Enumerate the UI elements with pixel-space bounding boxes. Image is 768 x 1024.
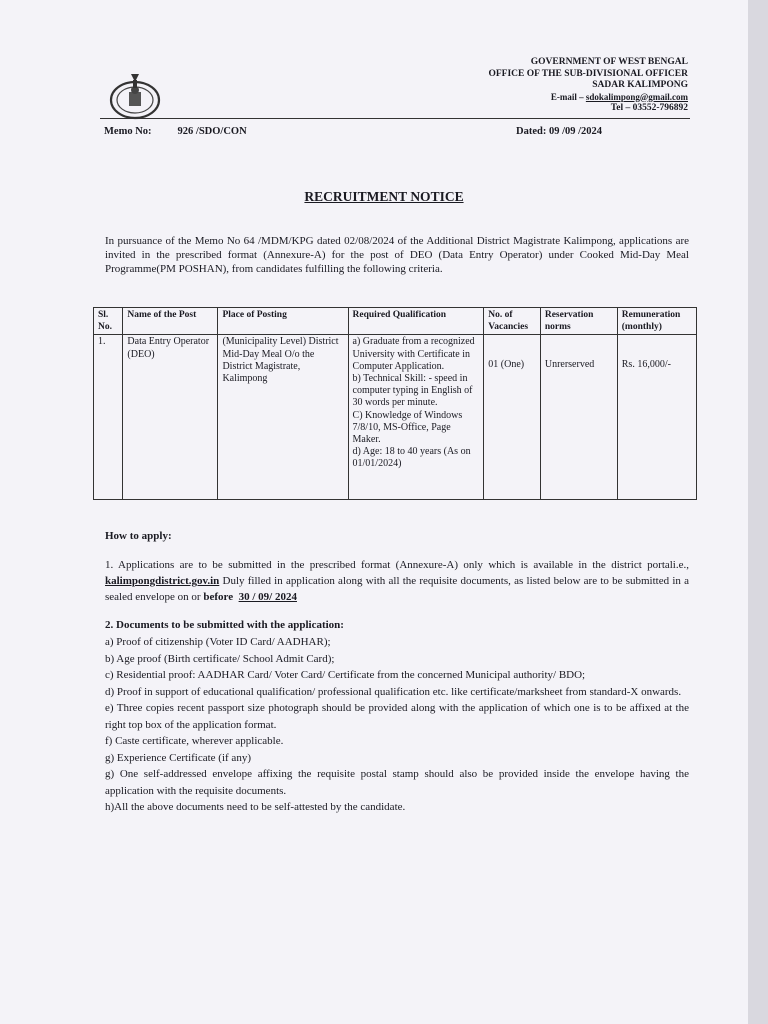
list-item: a) Proof of citizenship (Voter ID Card/ AADHAR);: [105, 636, 331, 648]
state-emblem-seal-icon: [106, 70, 164, 120]
list-item: h)All the above documents need to be self-attested by the candidate.: [105, 801, 406, 813]
documents-heading: 2. Documents to be submitted with the application:: [105, 619, 344, 631]
how-to-apply-heading: How to apply:: [105, 530, 172, 542]
intro-paragraph: In pursuance of the Memo No 64 /MDM/KPG dated 02/08/2024 of the Additional District Magistrate Kalimpong, applications are invited in the prescribed format (Annexure-A) for the post of DEO (Data Entry Operator) under Cooked Mid-Day Meal Programme(PM POSHAN), from candidates fulfilling the following criteria.: [105, 235, 689, 275]
col-header-qualification: Required Qualification: [348, 308, 484, 335]
list-item: g) Experience Certificate (if any): [105, 751, 251, 764]
cell-vacancies: 01 (One): [484, 335, 541, 500]
memo-date: Dated: 09 /09 /2024: [516, 126, 603, 137]
table-header-row: [94, 308, 697, 335]
qualification-c: C) Knowledge of Windows 7/8/10, MS-Office, Page Maker.: [352, 409, 463, 446]
col-header-sl: Sl. No.: [94, 308, 123, 335]
qualification-a: a) Graduate from a recognized University with Certificate in Computer Application.: [352, 336, 475, 372]
page-edge: [748, 0, 768, 1024]
cell-remuneration: Rs. 16,000/-: [617, 335, 696, 500]
cell-sl: 1.: [94, 335, 123, 500]
col-header-remuneration: Remuneration (monthly): [617, 308, 696, 335]
office-location: SADAR KALIMPONG: [592, 80, 688, 90]
cell-post: Data Entry Operator (DEO): [123, 335, 218, 500]
list-item: c) Residential proof: AADHAR Card/ Voter Card/ Certificate from the concerned Municipal authority/ BDO;: [105, 669, 586, 681]
cell-reservation: Unrerserved: [540, 335, 617, 500]
office-email: E-mail – sdokalimpong@gmail.com: [550, 91, 688, 102]
table-row: [94, 335, 697, 500]
apply-instructions: 1. Applications are to be submitted in the prescribed format (Annexure-A) only which is available in the district portali.e., kalimpongdistrict.gov.in Duly filled in application along with all the requisite documents, as listed below are to be submitted in a sealed envelope on or before 30 / 09/ 2024: [105, 559, 689, 603]
col-header-post: Name of the Post: [123, 308, 218, 335]
header-divider: [100, 118, 690, 119]
govt-name: GOVERNMENT OF WEST BENGAL: [530, 57, 688, 67]
vacancy-table: [93, 307, 697, 500]
memo-number: Memo No: 926 /SDO/CON: [104, 126, 247, 137]
email-link[interactable]: sdokalimpong@gmail.com: [585, 91, 688, 102]
office-header: [488, 57, 688, 115]
cell-qualification: [348, 335, 484, 500]
district-portal-link[interactable]: kalimpongdistrict.gov.in: [105, 575, 220, 587]
col-header-place: Place of Posting: [218, 308, 348, 335]
notice-title: RECRUITMENT NOTICE: [304, 189, 464, 204]
list-item: b) Age proof (Birth certificate/ School Admit Card);: [105, 652, 335, 665]
office-name: OFFICE OF THE SUB-DIVISIONAL OFFICER: [488, 68, 688, 79]
documents-list: [105, 634, 689, 816]
list-item: f) Caste certificate, wherever applicable.: [105, 735, 284, 747]
list-item: d) Proof in support of educational qualification/ professional qualification etc. like certificate/marksheet from standard-X onwards.: [105, 685, 682, 698]
col-header-reservation: Reservation norms: [540, 308, 617, 335]
list-item: g) One self-addressed envelope affixing the requisite postal stamp should also be provided inside the envelope having the application with the requisite documents.: [105, 768, 689, 797]
qualification-d: d) Age: 18 to 40 years (As on 01/01/2024): [352, 446, 471, 470]
list-item: e) Three copies recent passport size photograph should be provided along with the application of which one is to be affixed at the right top box of the application format.: [105, 702, 689, 731]
deadline: before 30 / 09/ 2024: [203, 591, 297, 603]
col-header-vacancies: No. of Vacancies: [484, 308, 541, 335]
qualification-b: b) Technical Skill: - speed in computer typing in English of 30 words per minute.: [352, 373, 473, 409]
cell-place: (Municipality Level) District Mid-Day Meal O/o the District Magistrate, Kalimpong: [218, 335, 348, 500]
office-tel: Tel – 03552-796892: [610, 103, 688, 113]
